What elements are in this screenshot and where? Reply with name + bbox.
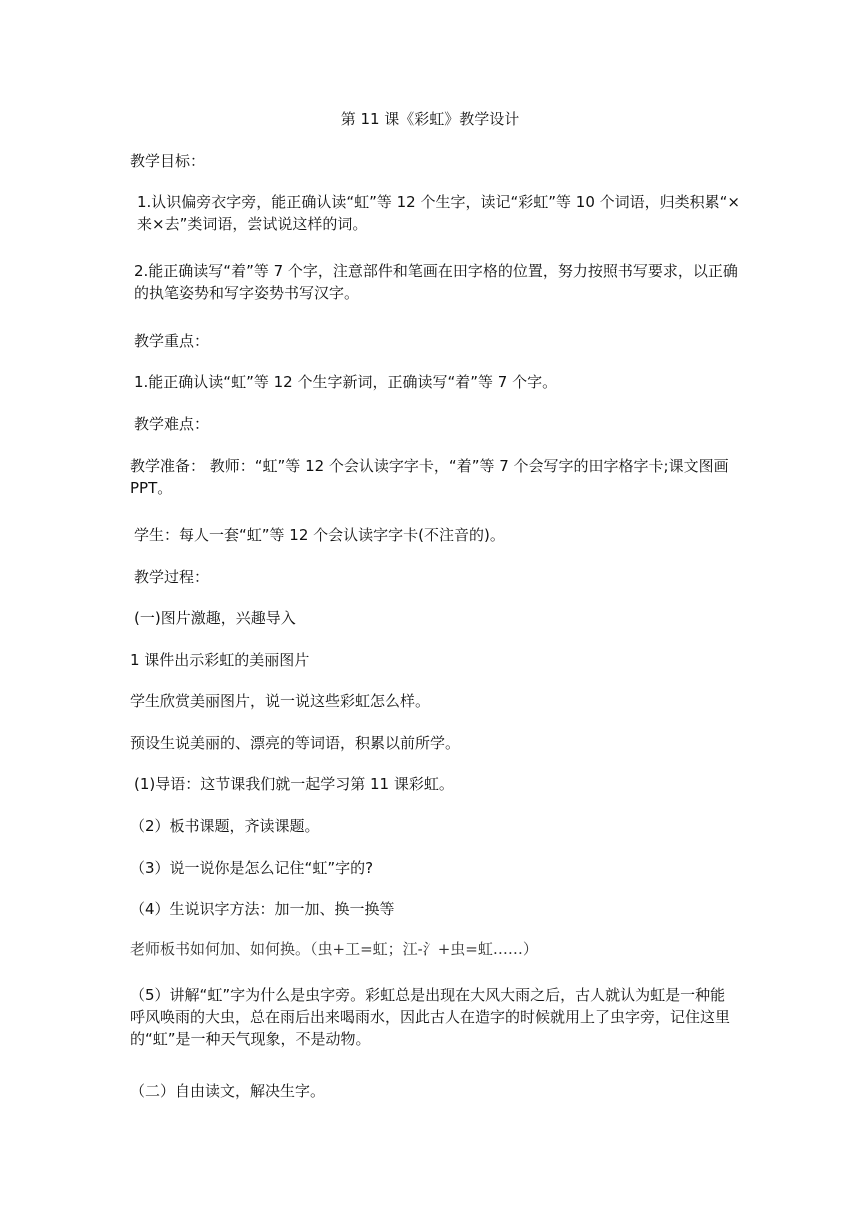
step-board-title: （2）板书课题，齐读课题。 — [130, 817, 320, 835]
goal-item-1: 1.认识偏旁衣字旁，能正确认读“虹”等 12 个生字，读记“彩虹”等 10 个词语，归类积累“×来×去”类词语，尝试说这样的词。 — [137, 193, 740, 233]
goal-item-2: 2.能正确读写“着”等 7 个字，注意部件和笔画在田字格的位置，努力按照书写要求，以正确的执笔姿势和写字姿势书写汉字。 — [134, 262, 738, 302]
student-preparation: 学生：每人一套“虹”等 12 个会认读字字卡(不注音的)。 — [134, 526, 505, 544]
heading-difficulties: 教学难点： — [134, 415, 210, 433]
teaching-preparation: 教学准备： 教师：“虹”等 12 个会认读字字卡，“着”等 7 个会写字的田字格字卡;课文图画 PPT。 — [130, 457, 729, 497]
document-title: 第 11 课《彩虹》教学设计 — [340, 110, 520, 128]
key-point-item-1: 1.能正确认读“虹”等 12 个生字新词，正确读写“着”等 7 个字。 — [134, 373, 558, 391]
section-2-heading: （二）自由读文，解决生字。 — [130, 1082, 326, 1100]
step-preset: 预设生说美丽的、漂亮的等词语，积累以前所学。 — [130, 734, 461, 752]
section-1-heading: (一)图片激趣，兴趣导入 — [134, 609, 296, 627]
step-intro: (1)导语：这节课我们就一起学习第 11 课彩虹。 — [134, 775, 454, 793]
heading-teaching-goals: 教学目标： — [130, 152, 206, 170]
step-explain-radical: （5）讲解“虹”字为什么是虫字旁。彩虹总是出现在大风大雨之后，古人就认为虹是一种能呼风唤雨的大虫，总在雨后出来喝雨水，因此古人在造字的时候就用上了虫字旁，记住这里的“虹”是一种天气现象，不是动物。 — [130, 986, 731, 1048]
teacher-board-note: 老师板书如何加、如何换。（虫+工=虹；江-氵+虫=虹……） — [130, 940, 538, 958]
step-methods: （4）生说识字方法：加一加、换一换等 — [130, 900, 395, 918]
step-1: 1 课件出示彩虹的美丽图片 — [130, 651, 310, 669]
heading-key-points: 教学重点： — [134, 332, 210, 350]
step-appreciate: 学生欣赏美丽图片，说一说这些彩虹怎么样。 — [130, 692, 431, 710]
heading-teaching-process: 教学过程： — [134, 568, 210, 586]
step-remember: （3）说一说你是怎么记住“虹”字的? — [130, 859, 374, 877]
